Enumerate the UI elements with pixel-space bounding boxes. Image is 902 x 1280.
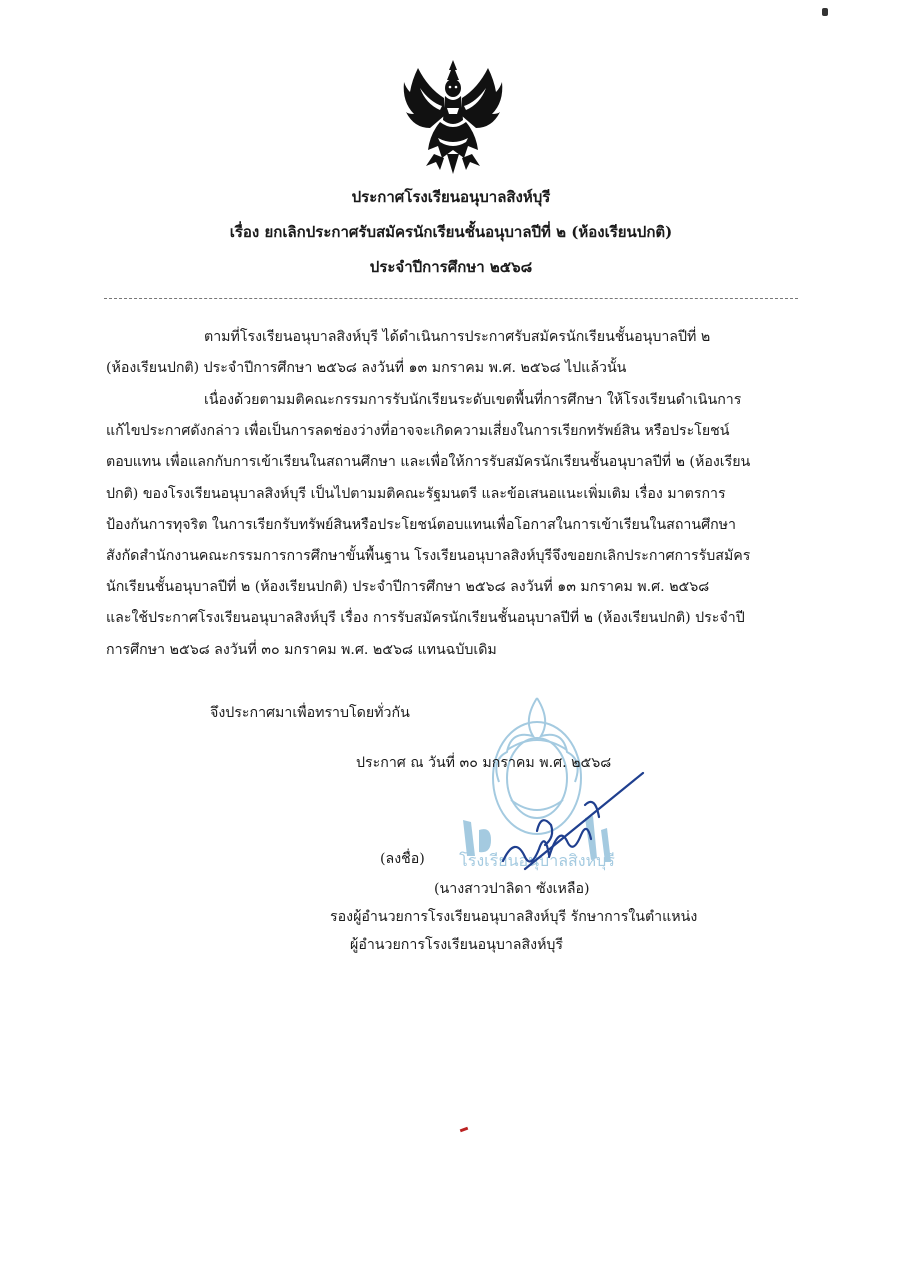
issuer-line: ประกาศโรงเรียนอนุบาลสิงห์บุรี [351,188,551,206]
announcement-date: ประกาศ ณ วันที่ ๓๐ มกราคม พ.ศ. ๒๕๖๘ [356,755,612,771]
subject-line: เรื่อง ยกเลิกประกาศรับสมัครนักเรียนชั้นอนุบาลปีที่ ๒ (ห้องเรียนปกติ) [229,223,673,241]
academic-year-line: ประจำปีการศึกษา ๒๕๖๘ [369,258,533,276]
garuda-emblem-icon [400,58,506,176]
paragraph-2 [106,385,798,666]
signatory-position-2: ผู้อำนวยการโรงเรียนอนุบาลสิงห์บุรี [350,937,564,953]
paragraph-line: ปกติ) ของโรงเรียนอนุบาลสิงห์บุรี เป็นไปตามมติคณะรัฐมนตรี และข้อเสนอแนะเพิ่มเติม เรื่อง มาตรการ [106,485,726,502]
paragraph-line: และใช้ประกาศโรงเรียนอนุบาลสิงห์บุรี เรื่อง การรับสมัครนักเรียนชั้นอนุบาลปีที่ ๒ (ห้องเรียนปกติ) ประจำปี [106,610,745,627]
paragraph-line: สังกัดสำนักงานคณะกรรมการการศึกษาขั้นพื้นฐาน โรงเรียนอนุบาลสิงห์บุรีจึงขอยกเลิกประกาศการรับสมัคร [106,548,751,565]
scan-mark [822,8,828,16]
paragraph-line: นักเรียนชั้นอนุบาลปีที่ ๒ (ห้องเรียนปกติ) ประจำปีการศึกษา ๒๕๖๘ ลงวันที่ ๑๓ มกราคม พ.ศ. ๒๕๖๘ [106,579,710,596]
signatory-name: (นางสาวปาลิดา ซังเหลือ) [434,881,590,897]
paragraph-line: การศึกษา ๒๕๖๘ ลงวันที่ ๓๐ มกราคม พ.ศ. ๒๕๖๘ แทนฉบับเดิม [106,641,497,658]
seal-text: โรงเรียนอนุบาลสิงห์บุรี [459,851,615,870]
divider [104,298,798,299]
signatory-position-1: รองผู้อำนวยการโรงเรียนอนุบาลสิงห์บุรี รักษาการในตำแหน่ง [330,909,698,925]
paragraph-line: ป้องกันการทุจริต ในการเรียกรับทรัพย์สินหรือประโยชน์ตอบแทนเพื่อโอกาสในการเข้าเรียนในสถานศึกษา [106,516,736,533]
red-ink-mark [460,1127,469,1133]
paragraph-line: ตามที่โรงเรียนอนุบาลสิงห์บุรี ได้ดำเนินการประกาศรับสมัครนักเรียนชั้นอนุบาลปีที่ ๒ [204,329,711,345]
paragraph-line: เนื่องด้วยตามมติคณะกรรมการรับนักเรียนระดับเขตพื้นที่การศึกษา ให้โรงเรียนดำเนินการ [204,392,742,408]
paragraph-1 [106,322,798,384]
signed-label: (ลงชื่อ) [380,851,425,867]
closing-statement: จึงประกาศมาเพื่อทราบโดยทั่วกัน [210,705,410,721]
handwritten-signature [495,765,645,875]
paragraph-line: ตอบแทน เพื่อแลกกับการเข้าเรียนในสถานศึกษา และเพื่อให้การรับสมัครนักเรียนชั้นอนุบาลปีที่ ๒ (ห้องเรียน [106,454,751,471]
announcement-title [0,180,902,285]
paragraph-line: (ห้องเรียนปกติ) ประจำปีการศึกษา ๒๕๖๘ ลงวันที่ ๑๓ มกราคม พ.ศ. ๒๕๖๘ ไปแล้วนั้น [106,360,627,377]
paragraph-line: แก้ไขประกาศดังกล่าว เพื่อเป็นการลดช่องว่างที่อาจจะเกิดความเสี่ยงในการเรียกทรัพย์สิน หรือประโยชน์ [106,423,730,440]
